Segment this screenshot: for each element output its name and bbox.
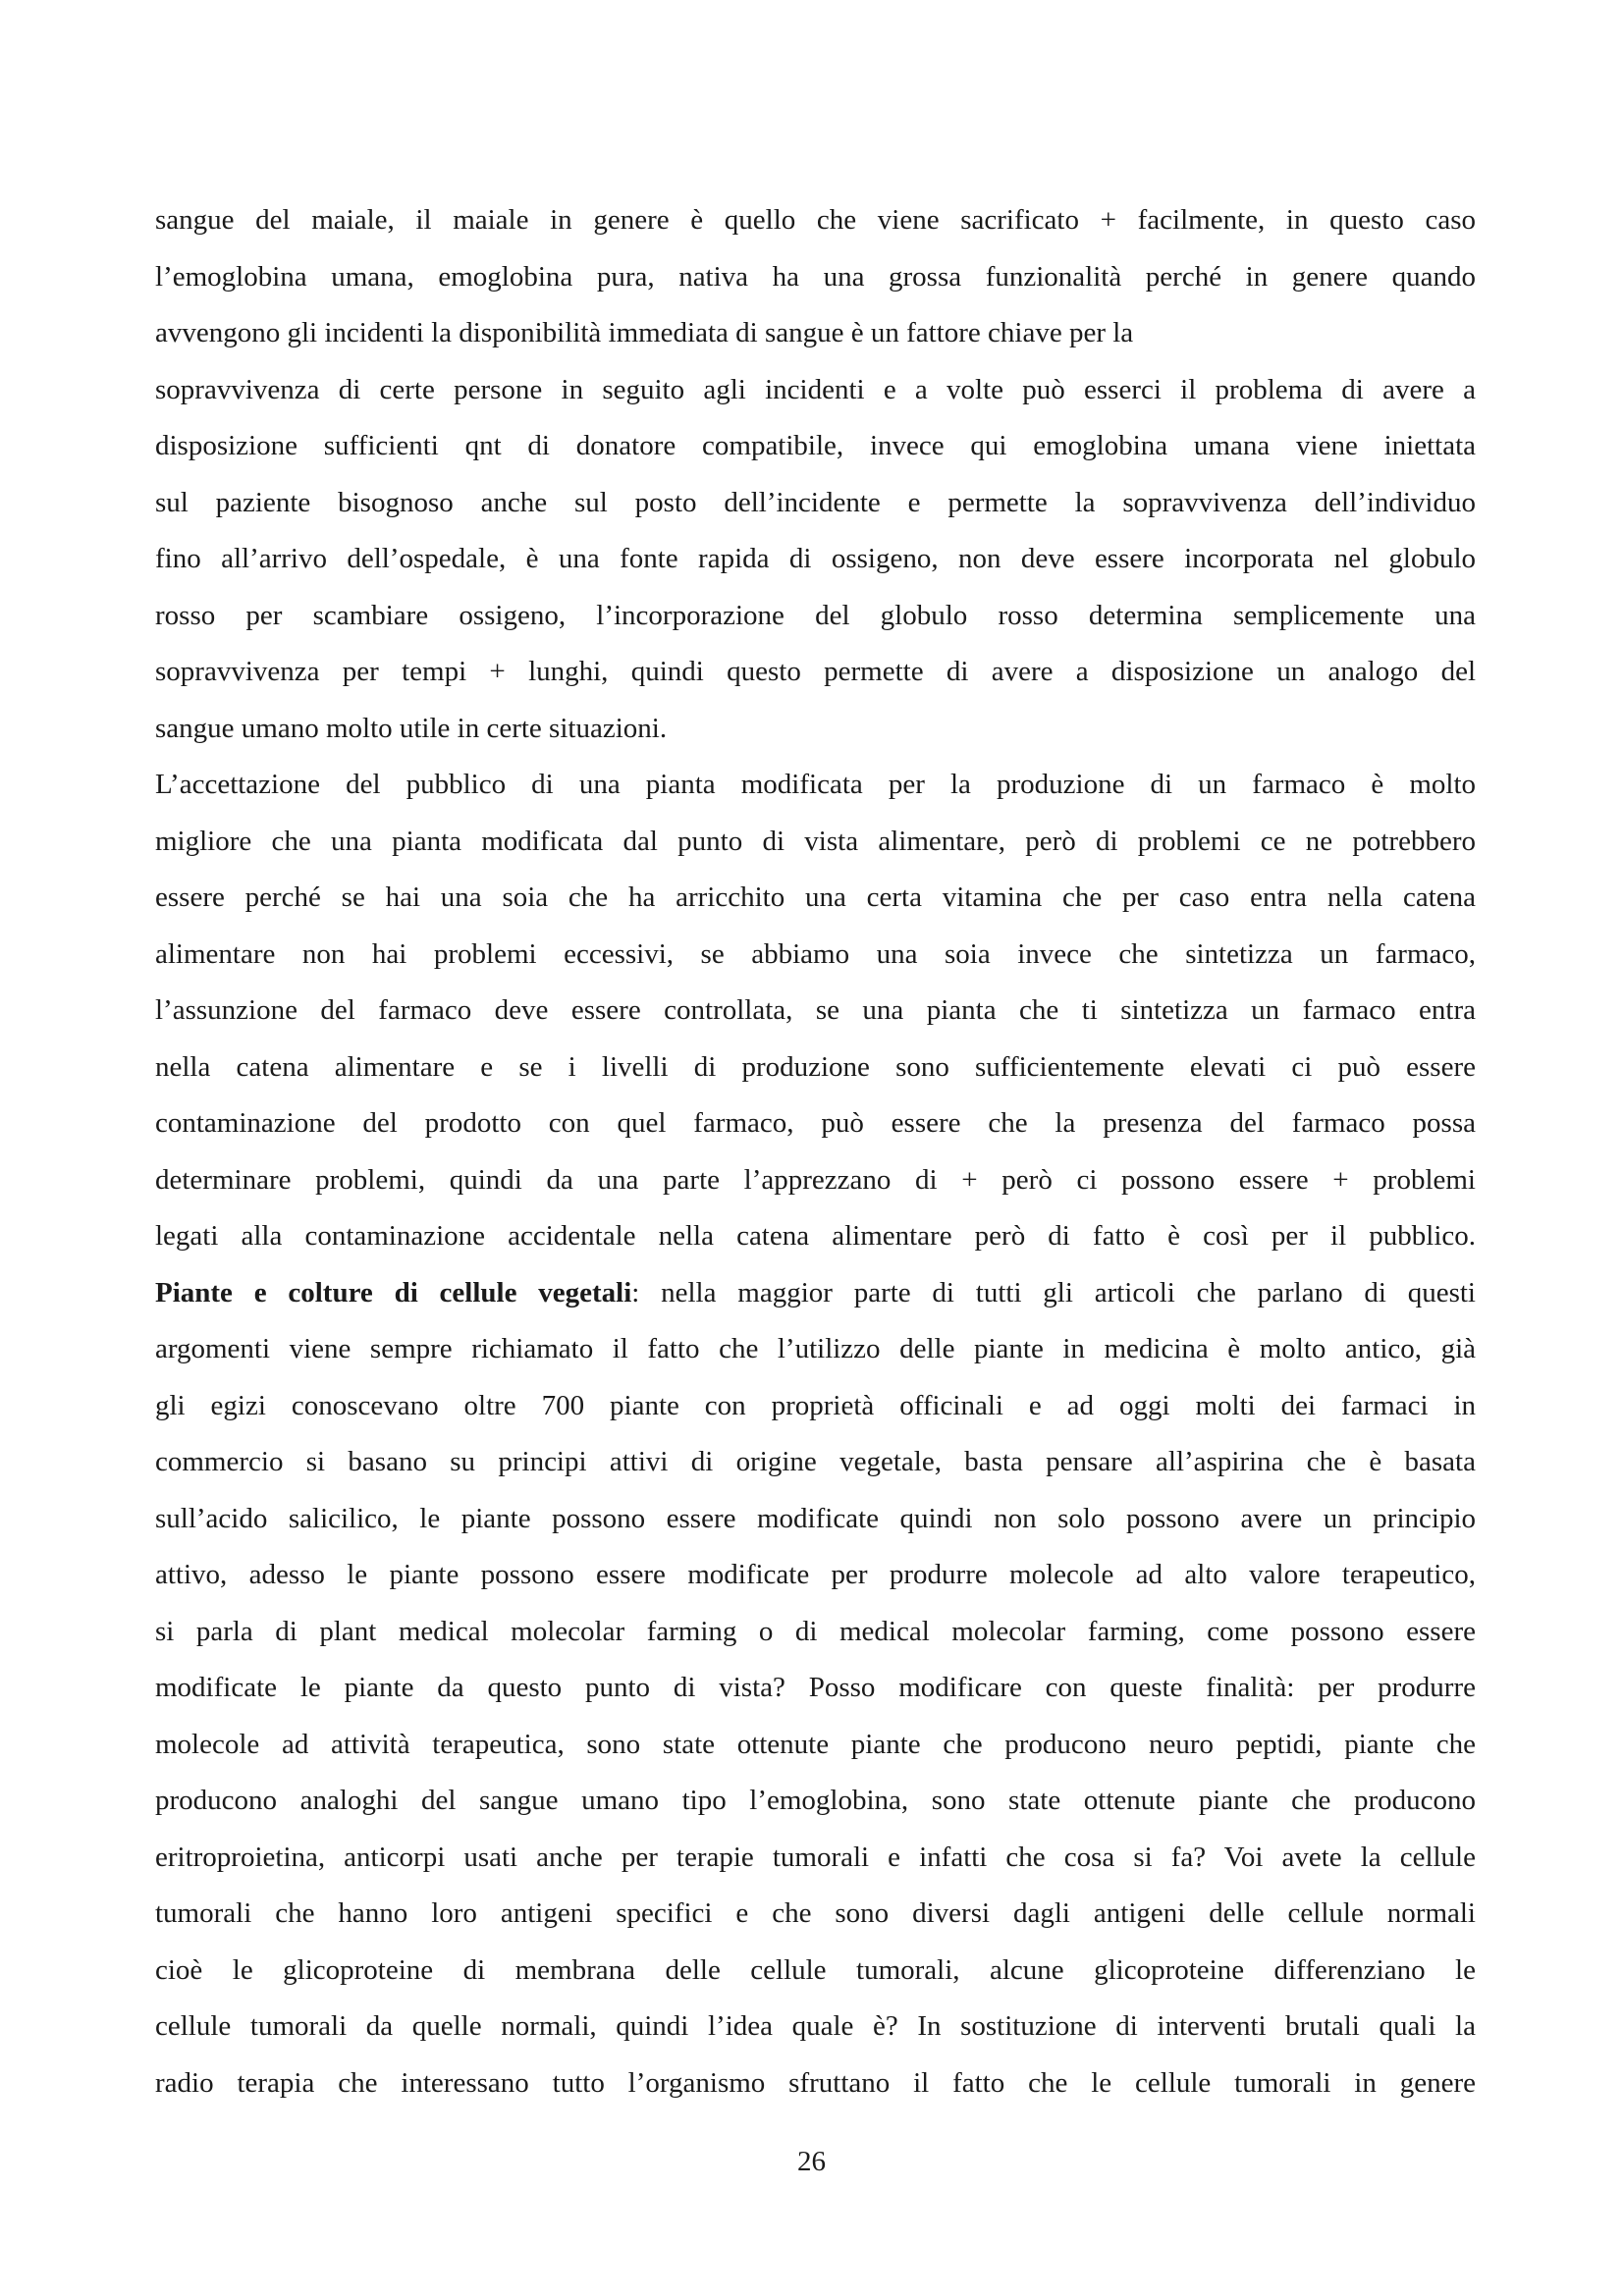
text-line: determinare problemi, quindi da una parte l’apprezzano di + però ci possono essere + problemi [155, 1163, 1476, 1196]
body-text [155, 192, 1476, 2111]
text-line: nella catena alimentare e se i livelli di produzione sono sufficientemente elevati ci può essere [155, 1050, 1476, 1083]
text-line: rosso per scambiare ossigeno, l’incorporazione del globulo rosso determina semplicemente una [155, 599, 1476, 631]
text-line: producono analoghi del sangue umano tipo l’emoglobina, sono state ottenute piante che producono [155, 1785, 1476, 1816]
text-line: fino all’arrivo dell’ospedale, è una fonte rapida di ossigeno, non deve essere incorporata nel globulo [155, 543, 1476, 574]
text-line: modificate le piante da questo punto di vista? Posso modificare con queste finalità: per produrre [155, 1672, 1476, 1703]
text-line: sull’acido salicilico, le piante possono essere modificate quindi non solo possono avere un principio [155, 1502, 1476, 1534]
text-line: disposizione sufficienti qnt di donatore compatibile, invece qui emoglobina umana viene iniettata [155, 430, 1476, 461]
text-line: si parla di plant medical molecolar farming o di medical molecolar farming, come possono essere [155, 1615, 1476, 1647]
text-line: alimentare non hai problemi eccessivi, se abbiamo una soia invece che sintetizza un farmaco, [155, 937, 1476, 970]
text-line: radio terapia che interessano tutto l’organismo sfruttano il fatto che le cellule tumorali in genere [155, 2066, 1476, 2099]
text-line: attivo, adesso le piante possono essere modificate per produrre molecole ad alto valore terapeutico, [155, 1559, 1476, 1590]
text-line: sopravvivenza di certe persone in seguito agli incidenti e a volte può esserci il problema di avere a [155, 373, 1476, 405]
text-line: L’accettazione del pubblico di una pianta modificata per la produzione di un farmaco è molto [155, 769, 1476, 800]
text-line: migliore che una pianta modificata dal punto di vista alimentare, però di problemi ce ne potrebbero [155, 825, 1476, 857]
text-line: l’assunzione del farmaco deve essere controllata, se una pianta che ti sintetizza un farmaco entra [155, 994, 1476, 1026]
text-line: sopravvivenza per tempi + lunghi, quindi questo permette di avere a disposizione un analogo del [155, 656, 1476, 687]
text-line: argomenti viene sempre richiamato il fatto che l’utilizzo delle piante in medicina è molto antico, già [155, 1333, 1476, 1364]
text-line: gli egizi conoscevano oltre 700 piante con proprietà officinali e ad oggi molti dei farmaci in [155, 1389, 1476, 1421]
text-line: sangue del maiale, il maiale in genere è quello che viene sacrificato + facilmente, in questo caso [155, 204, 1476, 236]
text-line: essere perché se hai una soia che ha arricchito una certa vitamina che per caso entra nella catena [155, 881, 1476, 913]
text-line: eritroproietina, anticorpi usati anche per terapie tumorali e infatti che cosa si fa? Voi avete la cellule [155, 1841, 1476, 1873]
text-line: cioè le glicoproteine di membrana delle cellule tumorali, alcune glicoproteine differenziano le [155, 1953, 1476, 1986]
text-line [155, 1265, 1476, 1322]
text-line: contaminazione del prodotto con quel farmaco, può essere che la presenza del farmaco possa [155, 1107, 1476, 1139]
text-line: legati alla contaminazione accidentale nella catena alimentare però di fatto è così per il pubblico. [155, 1220, 1476, 1252]
text-line: avvengono gli incidenti la disponibilità immediata di sangue è un fattore chiave per la [155, 317, 1134, 348]
page-number: 26 [797, 2146, 826, 2177]
text-line: sul paziente bisognoso anche sul posto dell’incidente e permette la sopravvivenza dell’individuo [155, 486, 1476, 518]
text-line-content: : nella maggior parte di tutti gli articoli che parlano di questi [631, 1276, 1476, 1308]
text-line: molecole ad attività terapeutica, sono state ottenute piante che producono neuro peptidi, piante che [155, 1728, 1476, 1760]
text-line: l’emoglobina umana, emoglobina pura, nativa ha una grossa funzionalità perché in genere quando [155, 260, 1476, 293]
section-heading: Piante e colture di cellule vegetali [155, 1276, 632, 1308]
text-line: tumorali che hanno loro antigeni specifici e che sono diversi dagli antigeni delle cellule normali [155, 1897, 1476, 1929]
text-line: sangue umano molto utile in certe situazioni. [155, 712, 668, 744]
text-line: cellule tumorali da quelle normali, quindi l’idea quale è? In sostituzione di interventi brutali quali la [155, 2010, 1476, 2042]
text-line: commercio si basano su principi attivi di origine vegetale, basta pensare all’aspirina che è basata [155, 1446, 1476, 1477]
